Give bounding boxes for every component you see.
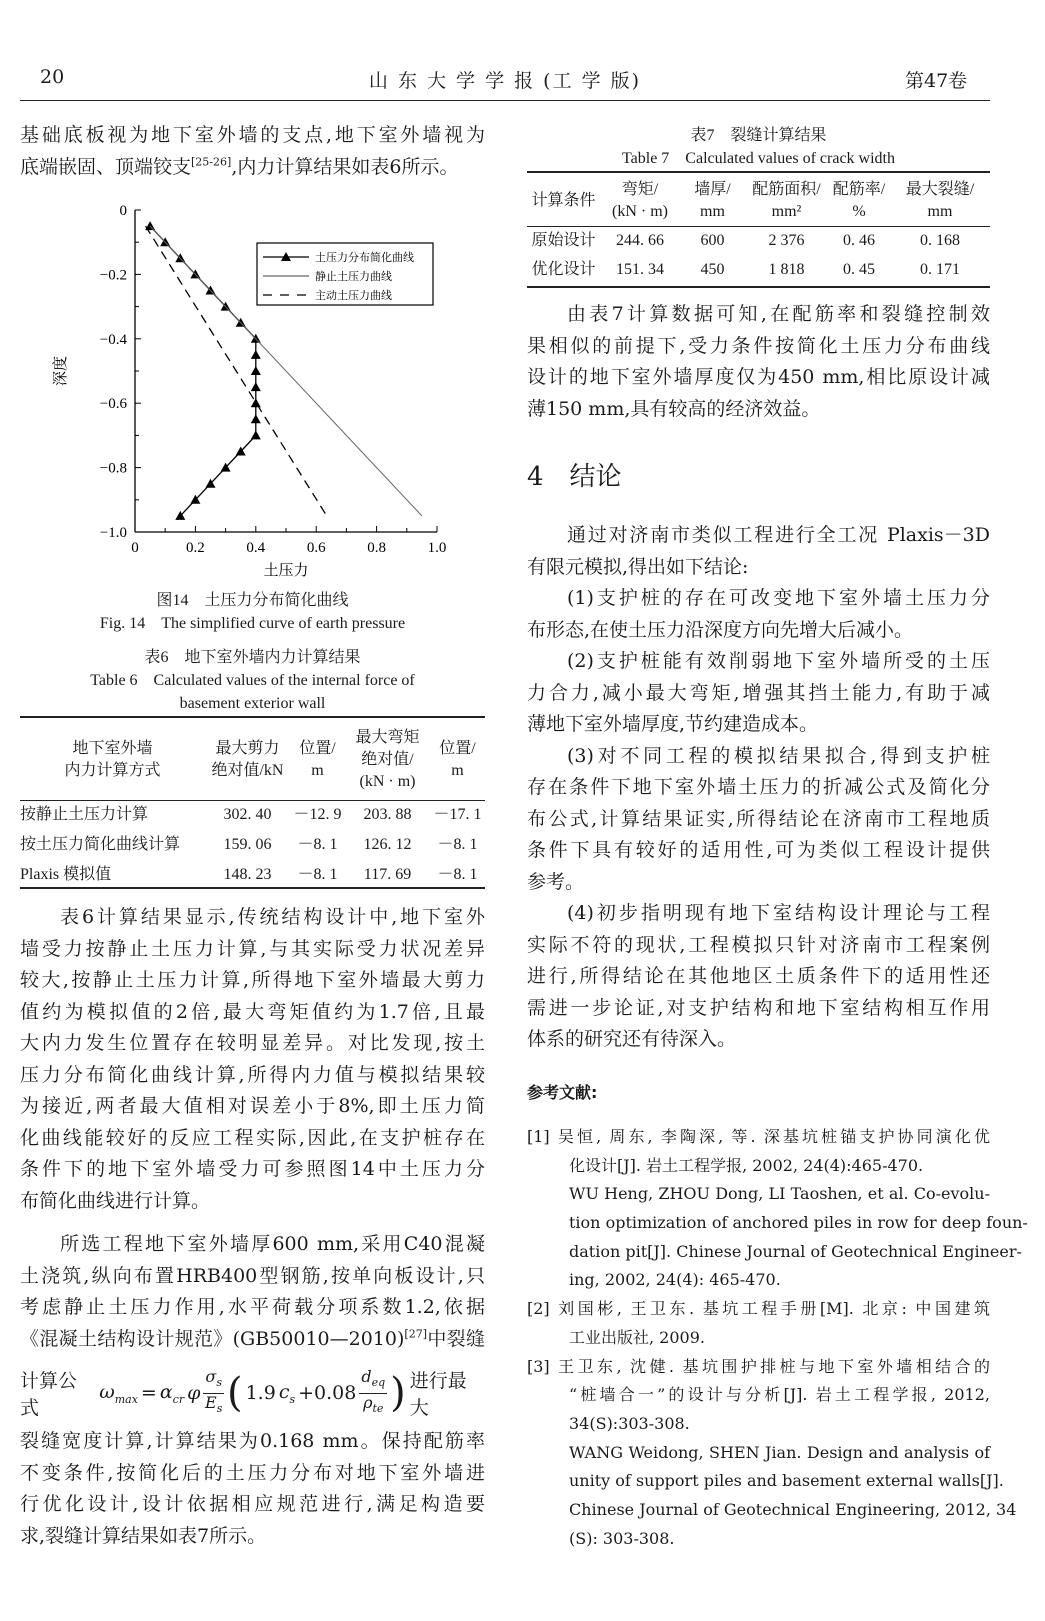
text-line: 裂缝宽度计算,计算结果为0.168 mm。保持配筋率	[20, 1430, 485, 1452]
text-line: unity of support piles and basement external walls[J].	[569, 1471, 1004, 1491]
table-row	[527, 226, 990, 255]
economy-paragraph	[527, 299, 990, 425]
data-point	[251, 398, 261, 407]
text-line: 通过对济南市类似工程进行全工况 Plaxis－3D	[567, 524, 990, 546]
figure-caption-cn: 图14 土压力分布简化曲线	[156, 592, 349, 609]
table-cell: 1 818	[768, 260, 805, 278]
x-tick-label: 0.2	[186, 540, 205, 556]
text-line: 求,裂缝计算结果如表7所示。	[20, 1524, 267, 1547]
table-cell: 148. 23	[223, 866, 272, 883]
formula-suffix: 进行最大	[409, 1370, 467, 1419]
table-cell: －8. 1	[437, 866, 478, 883]
text-line: 较大,按静止土压力计算,所得地下室外墙最大剪力	[20, 969, 485, 991]
table-row	[20, 830, 485, 860]
table-header-row	[20, 720, 485, 800]
table-cell: 244. 66	[616, 231, 664, 249]
column-header: 最大剪力 绝对值/kN	[211, 739, 284, 779]
table-cell: 按土压力简化曲线计算	[20, 836, 181, 853]
text-line: 值约为模拟值的2倍,最大弯矩值约为1.7倍,且最	[20, 1000, 485, 1023]
text-line: 布公式,计算结果证实,所得结论在济南市工程地质	[527, 807, 990, 830]
y-tick-label: −0.8	[99, 460, 127, 477]
x-tick-label: 0.8	[367, 540, 386, 556]
table-row	[20, 800, 485, 830]
text-line: 化设计[J]. 岩土工程学报, 2002, 24(4):465-470.	[569, 1155, 924, 1175]
conclusions	[527, 520, 990, 1056]
text-line: 有限元模拟,得出如下结论:	[527, 555, 749, 578]
y-axis-label: 深度	[51, 355, 69, 387]
table-cell: 117. 69	[363, 866, 412, 883]
text-line: [1] 吴恒, 周东, 李陶深, 等. 深基坑桩锚支护协同演化优	[527, 1127, 990, 1146]
citation: [27]	[404, 1327, 427, 1341]
journal-title: 山 东 大 学 学 报 (工 学 版)	[368, 70, 642, 92]
text-line: 34(S):303-308.	[569, 1413, 690, 1433]
table-cell: 0. 46	[843, 231, 875, 249]
table6-title-cn: 表6 地下室外墙内力计算结果	[144, 649, 361, 666]
column-header: 弯矩/ (kN · m)	[612, 180, 668, 220]
text-line: 力合力,减小最大弯矩,增强其挡土能力,有助于减	[527, 681, 990, 704]
text-line: 薄地下室外墙厚度,节约建造成本。	[527, 713, 819, 735]
table-cell: 600	[700, 231, 725, 249]
text-line: 考虑静止土压力作用,水平荷载分项系数1.2,依据	[20, 1296, 485, 1318]
text-line: [3] 王卫东, 沈健. 基坑围护排桩与地下室外墙相结合的	[527, 1356, 990, 1376]
text-line: 工业出版社, 2009.	[569, 1327, 705, 1347]
table7-title-cn: 表7 裂缝计算结果	[690, 127, 827, 144]
text-line: 大内力发生位置存在较明显差异。对比发现,按土	[20, 1032, 485, 1054]
text-line: tion optimization of anchored piles in row for deep foun-	[569, 1213, 1028, 1233]
text-segment: 中裂缝	[427, 1327, 485, 1350]
page-number: 20	[40, 66, 65, 88]
text-line: 由表7计算数据可知,在配筋率和裂缝控制效	[567, 303, 990, 325]
text-line: 土浇筑,纵向布置HRB400型钢筋,按单向板设计,只	[20, 1264, 485, 1287]
table-cell: 203. 88	[363, 806, 412, 824]
text-line: 存在条件下地下室外墙土压力的折减公式及简化分	[527, 776, 990, 798]
table-cell: 2 376	[768, 231, 805, 249]
column-header: 位置/ m	[439, 739, 476, 779]
table-cell: 126. 12	[363, 836, 412, 853]
column-header: 配筋率/ %	[832, 180, 886, 220]
text-line: 化曲线能较好的反应工程实际,因此,在支护桩存在	[20, 1126, 485, 1149]
text-line: 条件下的地下室外墙受力可参照图14中土压力分	[20, 1158, 485, 1180]
text-line: 薄150 mm,具有较高的经济效益。	[527, 397, 821, 420]
data-point	[251, 414, 261, 423]
header-rule	[20, 100, 990, 101]
table-cell: －17. 1	[433, 806, 482, 824]
text-line: 行优化设计,设计依据相应规范进行,满足构造要	[20, 1493, 485, 1515]
table-row	[527, 255, 990, 284]
x-tick-label: 0.4	[246, 540, 266, 556]
text-line: (1)支护桩的存在可改变地下室外墙土压力分	[567, 587, 990, 609]
text-line	[20, 152, 485, 184]
data-point	[251, 366, 261, 375]
text-line: (2)支护桩能有效削弱地下室外墙所受的土压	[567, 650, 990, 672]
table-cell: 0. 168	[920, 231, 960, 249]
data-point	[251, 350, 261, 359]
text-line: 设计的地下室外墙厚度仅为450 mm,相比原设计减	[527, 366, 990, 388]
table6	[20, 720, 485, 890]
design-paragraph	[20, 1229, 485, 1355]
data-point	[251, 430, 261, 439]
references-list	[527, 1123, 1028, 1553]
table-cell: －12. 9	[293, 806, 342, 824]
table-cell: 0. 45	[843, 260, 875, 278]
earth-pressure-chart	[40, 195, 490, 580]
y-tick-label: −0.2	[99, 267, 127, 284]
crack-result-paragraph	[20, 1426, 485, 1552]
intro-paragraph	[20, 120, 485, 183]
data-point	[251, 382, 261, 391]
text-line: 体系的研究还有待深入。	[527, 1028, 737, 1050]
figure-caption-en: Fig. 14 The simplified curve of earth pressure	[99, 615, 406, 632]
text-line: Chinese Journal of Geotechnical Engineering, 2012, 34	[569, 1499, 1017, 1519]
section-heading: 4 结论	[527, 462, 622, 492]
text-segment: 《混凝土结构设计规范》(GB50010—2010)	[20, 1327, 405, 1350]
table7-bottom-rule	[527, 286, 990, 288]
formula-body: $\omega_{max}$ = $\alpha_{cr}$ φ $\frac{\sigma_s}{E_s}$ ( 1.9 $c_s$ +0.08 $\frac{d_{eq}}{\rho_{te}}$ )	[99, 1367, 406, 1416]
table-cell: 159. 06	[223, 836, 272, 853]
y-tick-label: 0	[119, 203, 127, 219]
crack-width-formula	[20, 1368, 485, 1418]
legend-label: 土压力分布简化曲线	[315, 251, 414, 264]
text-line	[20, 1324, 485, 1356]
column-header: 计算条件	[531, 191, 596, 209]
text-line: (4)初步指明现有地下室结构设计理论与工程	[567, 902, 990, 924]
text-line: 不变条件,按简化后的土压力分布对地下室外墙进	[20, 1461, 485, 1484]
table6-title-en-2: basement exterior wall	[179, 695, 326, 712]
table6-top-rule	[20, 716, 485, 718]
table-cell: 0. 171	[920, 260, 960, 278]
text-line: 进行,所得结论在其他地区土质条件下的适用性还	[527, 965, 990, 987]
table7-title-en: Table 7 Calculated values of crack width	[621, 150, 895, 167]
text-line: ing, 2002, 24(4): 465-470.	[569, 1270, 781, 1290]
text-line: 需进一步论证,对支护结构和地下室结构相互作用	[527, 996, 990, 1019]
table6-title-en: Table 6 Calculated values of the internal force of	[90, 672, 415, 689]
text-line: (S): 303-308.	[569, 1528, 675, 1548]
table-cell: －8. 1	[297, 866, 338, 883]
citation: [25-26]	[191, 155, 232, 169]
column-header: 最大弯矩 绝对值/ (kN · m)	[355, 728, 420, 790]
analysis-paragraph	[20, 902, 485, 1217]
table-cell: －8. 1	[437, 836, 478, 853]
series-line-0	[150, 226, 256, 516]
text-line: 布简化曲线进行计算。	[20, 1189, 211, 1212]
table7-top-rule	[527, 171, 990, 173]
text-line: 果相似的前提下,受力条件按简化土压力分布曲线	[527, 334, 990, 357]
table-cell: 原始设计	[531, 231, 596, 249]
text-line: WU Heng, ZHOU Dong, LI Taoshen, et al. Co-evolu-	[569, 1184, 990, 1204]
table-cell: 450	[700, 260, 725, 278]
x-tick-label: 0.6	[306, 540, 326, 556]
table-row	[20, 860, 485, 890]
table-header-row	[527, 176, 990, 226]
column-header: 位置/ m	[299, 739, 336, 779]
column-header: 墙厚/ mm	[694, 180, 731, 220]
legend-label: 主动土压力曲线	[315, 289, 392, 302]
table-cell: 按静止土压力计算	[20, 806, 149, 824]
table6-bottom-rule	[20, 887, 485, 889]
references-heading: 参考文献:	[527, 1083, 598, 1102]
table-cell: 302. 40	[223, 806, 272, 824]
text-line: 实际不符的现状,工程模拟只针对济南市工程案例	[527, 933, 990, 956]
table-cell: 优化设计	[531, 260, 596, 278]
text-line: 所选工程地下室外墙厚600 mm,采用C40混凝	[60, 1233, 485, 1255]
text-line: (3)对不同工程的模拟结果拟合,得到支护桩	[567, 744, 990, 767]
text-line: “桩墙合一”的设计与分析[J]. 岩土工程学报, 2012,	[569, 1385, 990, 1405]
text-line: WANG Weidong, SHEN Jian. Design and analysis of	[569, 1442, 990, 1462]
y-tick-label: −0.4	[99, 331, 127, 348]
text-line: 参考。	[527, 870, 585, 893]
y-tick-label: −0.6	[99, 396, 127, 413]
table-cell: Plaxis 模拟值	[20, 866, 112, 883]
legend-label: 静止土压力曲线	[315, 270, 392, 283]
text-line: 条件下具有较好的适用性,可为类似工程设计提供	[527, 839, 990, 861]
text-line: [2] 刘国彬, 王卫东. 基坑工程手册[M]. 北京: 中国建筑	[527, 1299, 990, 1319]
text-segment: 底端嵌固、顶端铰支	[20, 155, 192, 178]
x-tick-label: 0	[131, 540, 139, 556]
x-axis-label: 土压力	[263, 561, 309, 579]
table-cell: 151. 34	[616, 260, 664, 278]
volume: 第47卷	[905, 70, 968, 92]
y-tick-label: −1.0	[99, 525, 127, 541]
text-line: 基础底板视为地下室外墙的支点,地下室外墙视为	[20, 124, 485, 146]
text-line: 墙受力按静止土压力计算,与其实际受力状况差异	[20, 937, 485, 960]
x-tick-label: 1.0	[427, 540, 447, 556]
text-line: 压力分布简化曲线计算,所得内力值与模拟结果较	[20, 1063, 485, 1086]
table-cell: －8. 1	[297, 836, 338, 853]
column-header: 最大裂缝/ mm	[905, 180, 975, 220]
text-line: 布形态,在使土压力沿深度方向先增大后减小。	[527, 618, 914, 641]
column-header: 配筋面积/ mm²	[752, 180, 821, 220]
column-header: 地下室外墙 内力计算方式	[64, 739, 161, 779]
text-line: dation pit[J]. Chinese Journal of Geotechnical Engineer-	[569, 1241, 1022, 1261]
formula-prefix: 计算公式	[20, 1370, 78, 1419]
table7	[527, 176, 990, 284]
text-line: 为接近,两者最大值相对误差小于8%,即土压力简	[20, 1095, 485, 1117]
text-segment: ,内力计算结果如表6所示。	[231, 155, 459, 178]
text-line: 表6计算结果显示,传统结构设计中,地下室外	[60, 906, 485, 928]
